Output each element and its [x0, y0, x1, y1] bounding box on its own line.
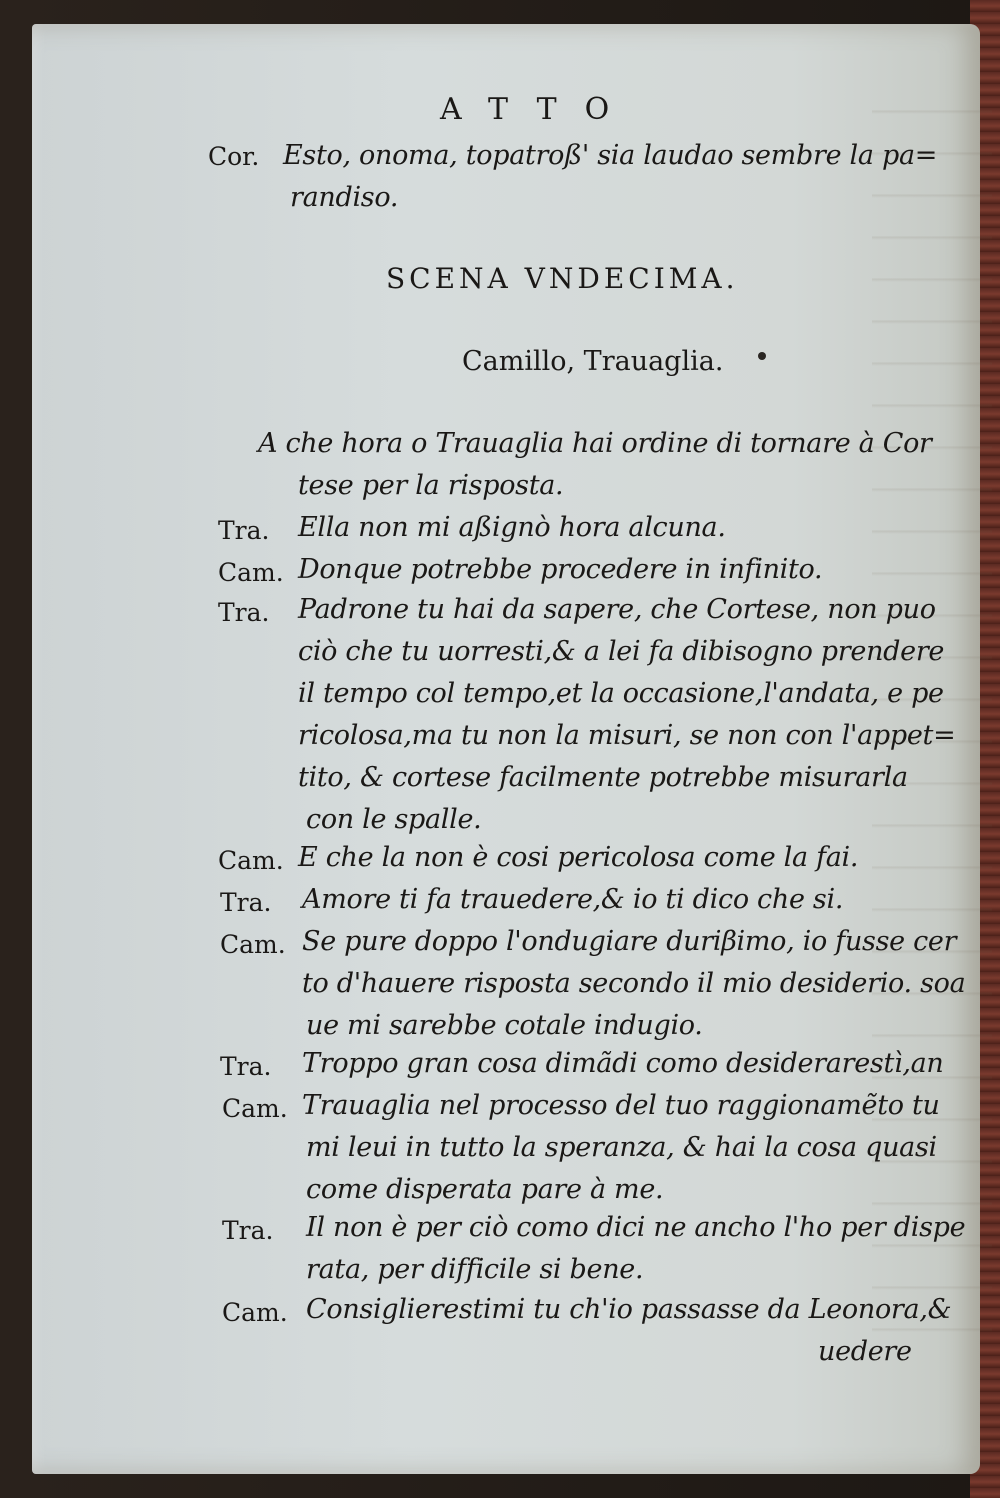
speaker-label: Cor.: [208, 142, 260, 171]
text-line: Amore ti fa trauedere,& io ti dico che si.: [302, 884, 844, 915]
bullet-dot-icon: [758, 352, 766, 360]
text-line: Consiglierestimi tu ch'io passasse da Leonora,&: [306, 1294, 952, 1325]
speaker-label: Cam.: [222, 1094, 288, 1123]
text-line: Trauaglia nel processo del tuo raggionamẽto tu: [302, 1090, 940, 1121]
text-line: E che la non è cosi pericolosa come la fai.: [298, 842, 859, 873]
text-line: rata, per difficile si bene.: [306, 1254, 644, 1285]
text-line: Troppo gran cosa dimãdi como desiderarestì,an: [302, 1048, 944, 1079]
speaker-label: Cam.: [220, 930, 286, 959]
scene-title: SCENA VNDECIMA.: [386, 262, 739, 295]
text-line: tese per la risposta.: [298, 470, 564, 501]
speaker-label: Cam.: [222, 1298, 288, 1327]
text-line: ricolosa,ma tu non la misuri, se non con l'appet=: [298, 720, 956, 751]
running-head: ATTO: [440, 92, 638, 127]
text-line: ue mi sarebbe cotale indugio.: [306, 1010, 703, 1041]
text-line: Esto, onoma, topatroß' sia laudao sembre la pa=: [283, 140, 938, 171]
text-line: ciò che tu uorresti,& a lei fa dibisogno prendere: [298, 636, 945, 667]
scene-characters: Camillo, Trauaglia.: [462, 346, 724, 377]
text-line: A che hora o Trauaglia hai ordine di tornare à Cor: [258, 428, 932, 459]
speaker-label: Tra.: [222, 1216, 274, 1245]
text-line: Il non è per ciò como dici ne ancho l'ho per dispe: [306, 1212, 966, 1243]
catchword: uedere: [818, 1336, 912, 1367]
text-line: randiso.: [290, 182, 399, 213]
speaker-label: Tra.: [218, 516, 270, 545]
speaker-label: Cam.: [218, 558, 284, 587]
text-line: Padrone tu hai da sapere, che Cortese, non puo: [298, 594, 936, 625]
text-line: to d'hauere risposta secondo il mio desiderio. soa: [302, 968, 966, 999]
speaker-label: Tra.: [220, 888, 272, 917]
text-line: Ella non mi aßignò hora alcuna.: [298, 512, 726, 543]
text-line: Se pure doppo l'ondugiare duriβimo, io fusse cer: [302, 926, 957, 957]
text-line: tito, & cortese facilmente potrebbe misurarla: [298, 762, 908, 793]
text-line: con le spalle.: [306, 804, 482, 835]
text-line: mi leui in tutto la speranza, & hai la cosa quasi: [306, 1132, 937, 1163]
speaker-label: Tra.: [218, 598, 270, 627]
text-line: Donque potrebbe procedere in infinito.: [298, 554, 823, 585]
speaker-label: Tra.: [220, 1052, 272, 1081]
speaker-label: Cam.: [218, 846, 284, 875]
text-line: il tempo col tempo,et la occasione,l'andata, e pe: [298, 678, 944, 709]
text-line: come disperata pare à me.: [306, 1174, 664, 1205]
